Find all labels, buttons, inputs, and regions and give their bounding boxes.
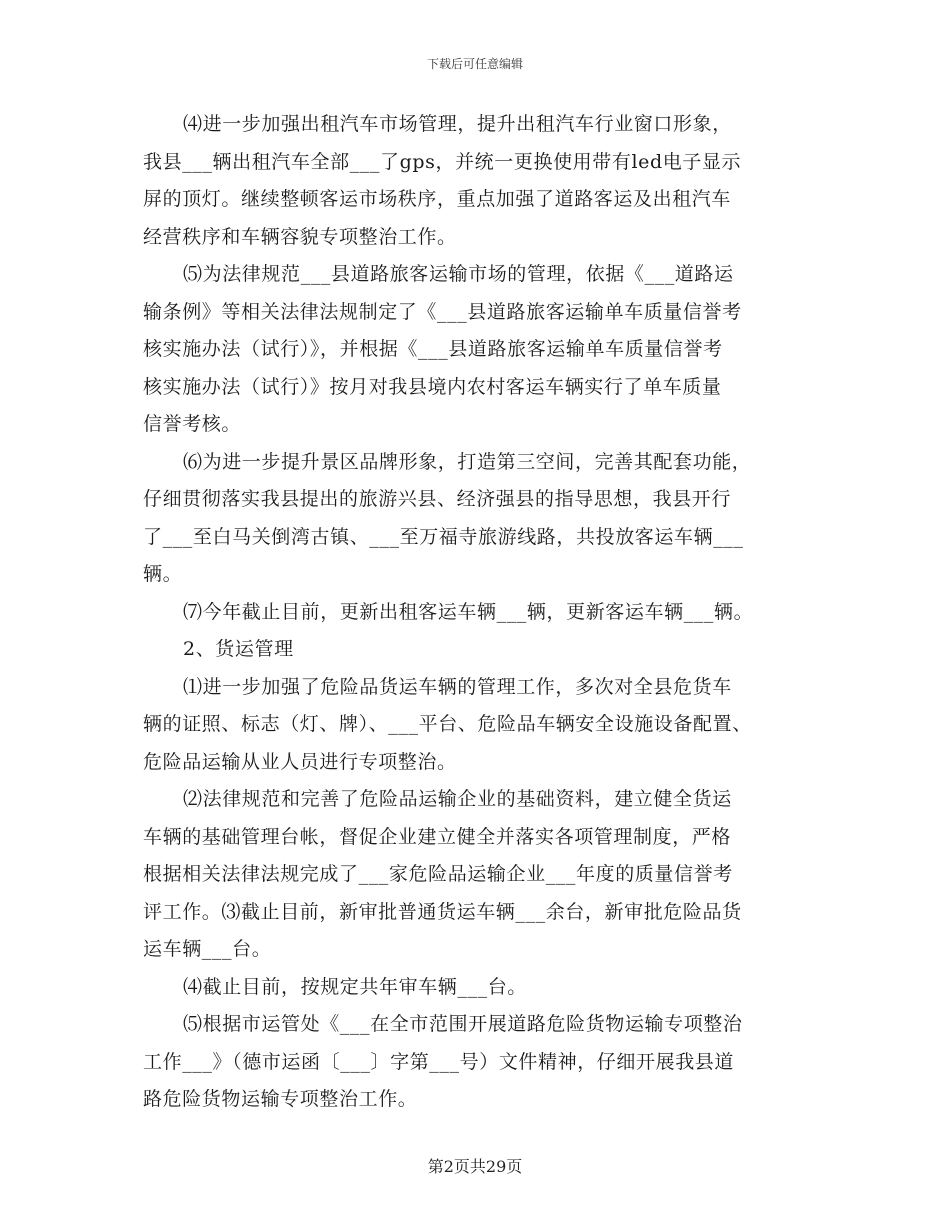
document-body bbox=[143, 106, 815, 1119]
paragraph-line: ⑵法律规范和完善了危险品运输企业的基础资料，建立健全货运 bbox=[183, 788, 732, 810]
paragraph-line: 工作___》（德市运函〔___〕字第___号）文件精神，仔细开展我县道 bbox=[143, 1050, 735, 1073]
paragraph-line: ⑷截止目前，按规定共年审车辆___台。 bbox=[183, 975, 527, 998]
paragraph-line: 经营秩序和车辆容貌专项整治工作。 bbox=[143, 225, 457, 248]
paragraph-line: 输条例》等相关法律法规制定了《___县道路旅客运输单车质量信誉考 bbox=[143, 300, 742, 323]
paragraph-line: ⑸根据市运管处《___在全市范围开展道路危险货物运输专项整治 bbox=[183, 1013, 743, 1035]
paragraph-line: 辆的证照、标志（灯、牌）、___平台、危险品车辆安全设施设备配置、 bbox=[143, 713, 752, 735]
paragraph-line: ⑹为进一步提升景区品牌形象，打造第三空间，完善其配套功能， bbox=[183, 450, 752, 473]
paragraph-line: 危险品运输从业人员进行专项整治。 bbox=[143, 750, 457, 773]
paragraph-line: ⑴进一步加强了危险品货运车辆的管理工作，多次对全县危货车 bbox=[183, 675, 732, 698]
paragraph-line: 我县___辆出租汽车全部___了gps，并统一更换使用带有led电子显示 bbox=[143, 150, 742, 173]
paragraph-line: 核实施办法（试行）》按月对我县境内农村客运车辆实行了单车质量 bbox=[143, 375, 722, 398]
paragraph-line: 信誉考核。 bbox=[143, 413, 242, 435]
paragraph-line: 评工作。⑶截止目前，新审批普通货运车辆___余台，新审批危险品货 bbox=[143, 900, 742, 923]
page-header: 下载后可任意编辑 bbox=[426, 57, 523, 71]
paragraph-line: ⑷进一步加强出租汽车市场管理，提升出租汽车行业窗口形象， bbox=[183, 113, 732, 135]
paragraph-line: 了___至白马关倒湾古镇、___至万福寺旅游线路，共投放客运车辆___ bbox=[143, 525, 744, 548]
paragraph-line: ⑺今年截止目前，更新出租客运车辆___辆，更新客运车辆___辆。 bbox=[183, 600, 754, 623]
paragraph-line: 路危险货物运输专项整治工作。 bbox=[143, 1088, 418, 1110]
page-footer: 第2页共29页 bbox=[427, 1157, 523, 1176]
paragraph-line: 屏的顶灯。继续整顿客运市场秩序，重点加强了道路客运及出租汽车 bbox=[143, 188, 732, 210]
paragraph-line: ⑸为法律规范___县道路旅客运输市场的管理，依据《___道路运 bbox=[183, 263, 734, 285]
paragraph-line: 核实施办法（试行）》，并根据《___县道路旅客运输单车质量信誉考 bbox=[143, 338, 723, 360]
paragraph-line: 根据相关法律法规完成了___家危险品运输企业___年度的质量信誉考 bbox=[143, 863, 733, 885]
paragraph-line: 运车辆___台。 bbox=[143, 938, 272, 960]
paragraph-line: 仔细贯彻落实我县提出的旅游兴县、经济强县的指导思想，我县开行 bbox=[143, 488, 732, 510]
paragraph-line: 车辆的基础管理台帐，督促企业建立健全并落实各项管理制度，严格 bbox=[143, 825, 732, 848]
section-heading: 2、货运管理 bbox=[183, 638, 294, 660]
paragraph-line: 辆。 bbox=[143, 563, 183, 585]
